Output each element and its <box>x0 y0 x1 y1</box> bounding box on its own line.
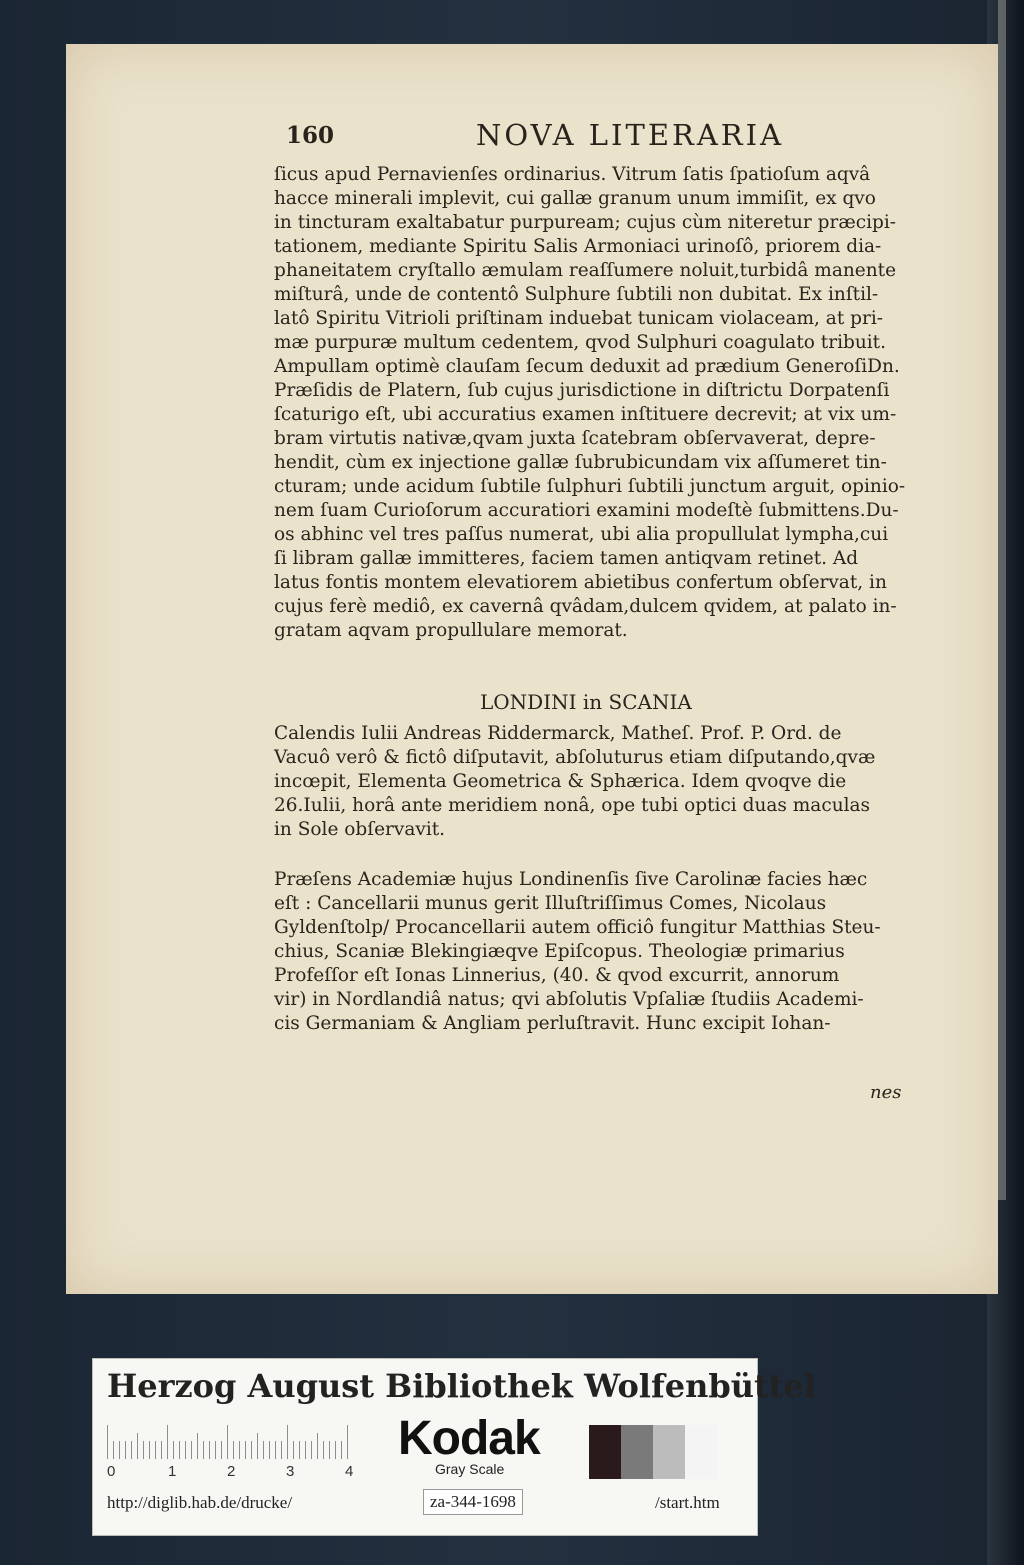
text-line: ſcaturigo eſt, ubi accuratius examen inſtituere decrevit; at vix um- <box>274 404 897 425</box>
ruler-tick <box>173 1441 174 1459</box>
text-line: phaneitatem cryſtallo æmulam reaſſumere noluit,turbidâ manente <box>274 260 897 281</box>
text-line: gratam aqvam propullulare memorat. <box>274 620 628 641</box>
ruler-tick <box>299 1441 300 1459</box>
ruler-tick <box>191 1441 192 1459</box>
text-line: 26.Iulii, horâ ante meridiem nonâ, ope tubi optici duas maculas <box>274 795 871 816</box>
ruler-tick <box>137 1433 138 1459</box>
paragraph-academy <box>274 865 934 1033</box>
text-line: eſt : Cancellarii munus gerit Illuſtriſſimus Comes, Nicolaus <box>274 893 827 914</box>
ruler-tick <box>269 1441 270 1459</box>
ruler-tick <box>263 1441 264 1459</box>
catchword: nes <box>870 1082 902 1103</box>
ruler-tick <box>227 1425 228 1459</box>
ruler-tick <box>197 1433 198 1459</box>
ruler-tick <box>293 1441 294 1459</box>
text-line: ſicus apud Pernavienſes ordinarius. Vitrum ſatis ſpatioſum aqvâ <box>274 164 871 185</box>
ruler-tick <box>335 1441 336 1459</box>
text-line: Præſens Academiæ hujus Londinenſis ſive Carolinæ facies hæc <box>274 869 868 890</box>
ruler-tick <box>305 1441 306 1459</box>
ruler-tick <box>347 1425 348 1459</box>
gray-swatch-2 <box>621 1425 653 1479</box>
ruler-tick <box>113 1441 114 1459</box>
text-line: Ampullam optimè clauſam ſecum deduxit ad prædium GeneroſiDn. <box>274 356 900 377</box>
ruler-tick <box>311 1441 312 1459</box>
scale-ruler <box>107 1423 363 1459</box>
ruler-tick <box>155 1441 156 1459</box>
ruler-tick <box>209 1441 210 1459</box>
body-paragraph <box>274 163 934 643</box>
book-edge-highlight <box>998 0 1006 1200</box>
gray-swatch-4 <box>685 1425 717 1479</box>
library-name: Herzog August Bibliothek Wolfenbüttel <box>107 1367 817 1405</box>
text-line: mæ purpuræ multum cedentem, qvod Sulphuri coagulato tribuit. <box>274 332 886 353</box>
ruler-tick <box>323 1441 324 1459</box>
text-line: cujus ferè mediô, ex cavernâ qvâdam,dulcem qvidem, at palato in- <box>274 596 897 617</box>
ruler-tick <box>287 1425 288 1459</box>
ruler-tick <box>203 1441 204 1459</box>
text-line: tationem, mediante Spiritu Salis Armoniaci urinoſô, priorem dia- <box>274 236 882 257</box>
ruler-tick <box>125 1441 126 1459</box>
ruler-tick <box>161 1441 162 1459</box>
text-line: incœpit, Elementa Geometrica & Sphærica. Idem qvoqve die <box>274 771 847 792</box>
text-line: in Sole obſervavit. <box>274 819 446 840</box>
ruler-tick <box>245 1441 246 1459</box>
text-line: hacce minerali implevit, cui gallæ granum unum immiſit, ex qvo <box>274 188 876 209</box>
ruler-label-0: 0 <box>107 1463 116 1480</box>
text-line: Profeſſor eſt Ionas Linnerius, (40. & qvod excurrit, annorum <box>274 965 840 986</box>
text-line: chius, Scaniæ Blekingiæqve Epiſcopus. Theologiæ primarius <box>274 941 845 962</box>
text-line: in tincturam exaltabatur purpuream; cujus cùm niteretur præcipi- <box>274 212 896 233</box>
ruler-label-3: 3 <box>286 1463 295 1480</box>
ruler-tick <box>221 1441 222 1459</box>
text-line: Præſidis de Platern, ſub cujus jurisdictione in diſtrictu Dorpatenſi <box>274 380 890 401</box>
ruler-label-4: 4 <box>345 1463 354 1480</box>
gray-scale-label: Gray Scale <box>435 1461 505 1477</box>
scan-reference-card <box>92 1358 817 1536</box>
ruler-tick <box>107 1425 108 1459</box>
text-line: cturam; unde acidum ſubtile ſulphuri ſubtili junctum arguit, opinio- <box>274 476 906 497</box>
ruler-tick <box>251 1441 252 1459</box>
ruler-tick <box>233 1441 234 1459</box>
text-line: os abhinc vel tres paſſus numerat, ubi alia propullulat lympha,cui <box>274 524 889 545</box>
ruler-tick <box>167 1425 168 1459</box>
ruler-tick <box>185 1441 186 1459</box>
text-line: cis Germaniam & Angliam perluſtravit. Hunc excipit Iohan- <box>274 1013 831 1034</box>
page-header-title: NOVA LITERARIA <box>476 118 785 152</box>
ruler-tick <box>215 1441 216 1459</box>
running-head <box>214 118 914 158</box>
text-line: nem ſuam Curioſorum accuratiori examini modeſtè ſubmittens.Du- <box>274 500 899 521</box>
ruler-tick <box>329 1441 330 1459</box>
ruler-tick <box>317 1433 318 1459</box>
ruler-tick <box>149 1441 150 1459</box>
text-line: latô Spiritu Vitrioli priſtinam induebat tunicam violaceam, at pri- <box>274 308 884 329</box>
text-line: miſturâ, unde de contentô Sulphure ſubtili non dubitat. Ex inſtil- <box>274 284 879 305</box>
paragraph-riddermarck <box>274 720 934 840</box>
ruler-tick <box>341 1441 342 1459</box>
ruler-tick <box>179 1441 180 1459</box>
ruler-tick <box>239 1441 240 1459</box>
ruler-tick <box>257 1433 258 1459</box>
ruler-label-2: 2 <box>227 1463 236 1480</box>
text-line: latus fontis montem elevatiorem abietibus confertum obſervat, in <box>274 572 887 593</box>
ruler-tick <box>143 1441 144 1459</box>
card-start-path: /start.htm <box>655 1493 720 1512</box>
text-line: Vacuô verô & fictô diſputavit, abſoluturus etiam diſputando,qvæ <box>274 747 876 768</box>
text-line: Calendis Iulii Andreas Riddermarck, Matheſ. Prof. P. Ord. de <box>274 723 842 744</box>
kodak-logo: Kodak <box>398 1412 540 1465</box>
text-line: bram virtutis nativæ,qvam juxta ſcatebram obſervaverat, depre- <box>274 428 876 449</box>
gray-swatch-1 <box>589 1425 621 1479</box>
gray-swatch-3 <box>653 1425 685 1479</box>
card-url: http://diglib.hab.de/drucke/ <box>107 1493 293 1512</box>
text-line: vir) in Nordlandiâ natus; qvi abſolutis Vpſaliæ ſtudiis Academi- <box>274 989 864 1010</box>
card-id: za-344-1698 <box>423 1489 523 1515</box>
text-line: hendit, cùm ex injectione gallæ ſubrubicundam vix aſſumeret tin- <box>274 452 887 473</box>
text-line: ſi libram gallæ immitteres, faciem tamen antiqvam retinet. Ad <box>274 548 859 569</box>
ruler-label-1: 1 <box>168 1463 177 1480</box>
ruler-tick <box>131 1441 132 1459</box>
ruler-tick <box>119 1441 120 1459</box>
page-number: 160 <box>286 122 335 149</box>
ruler-tick <box>275 1441 276 1459</box>
text-line: Gyldenſtolp/ Procancellarii autem officiô fungitur Matthias Steu- <box>274 917 881 938</box>
ruler-tick <box>281 1441 282 1459</box>
section-heading: LONDINI in SCANIA <box>480 690 692 714</box>
